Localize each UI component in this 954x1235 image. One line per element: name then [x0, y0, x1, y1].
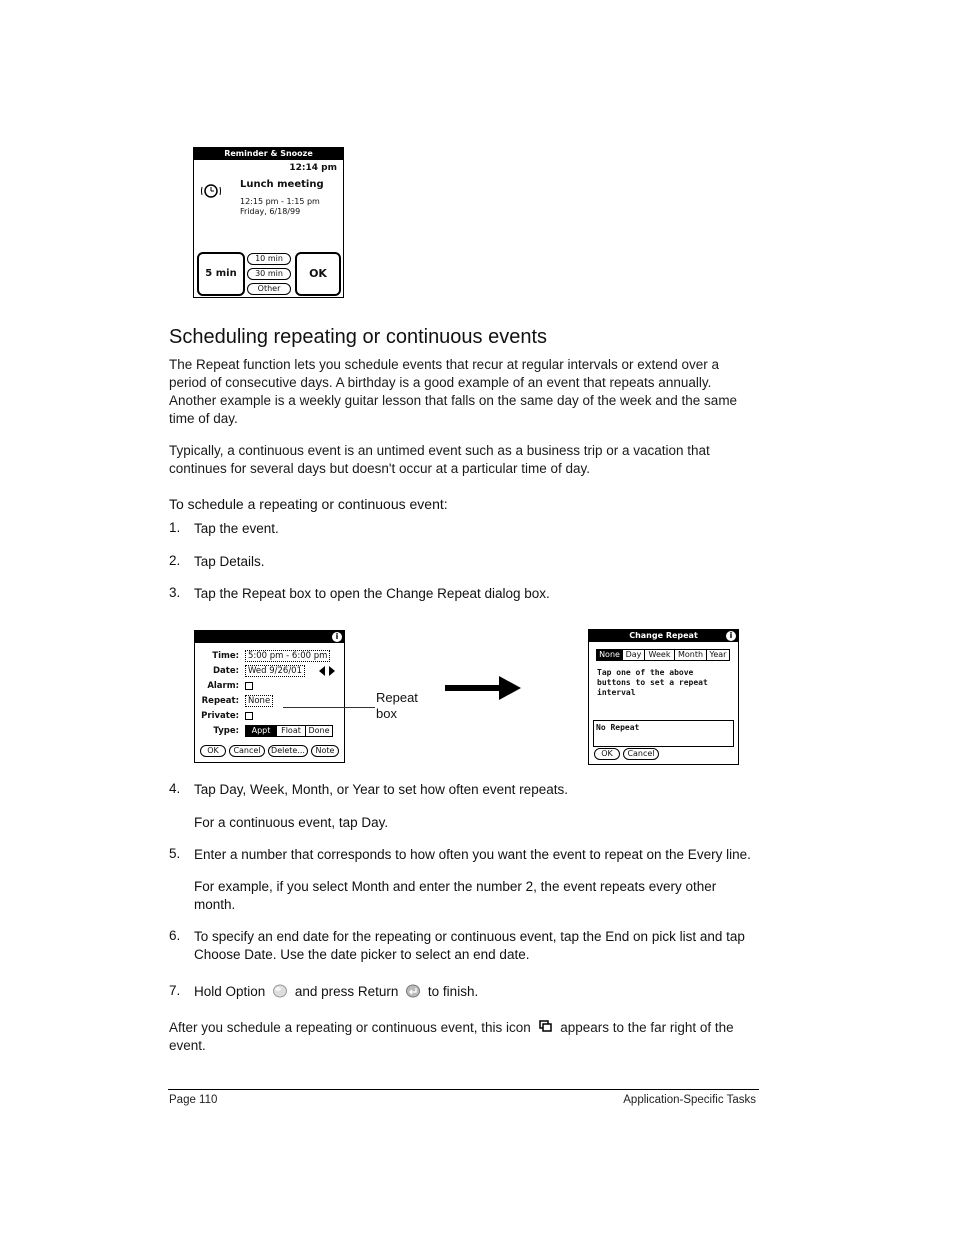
repeat-event-icon — [539, 1020, 553, 1032]
details-title-bar — [195, 631, 344, 643]
return-key-icon — [405, 984, 421, 998]
prompt-line: Tap one of the above — [597, 668, 694, 677]
info-icon[interactable]: i — [726, 631, 736, 641]
delete-button[interactable]: Delete... — [268, 745, 308, 757]
reminder-snooze-screenshot — [193, 147, 344, 298]
event-time-range: 12:15 pm - 1:15 pm — [240, 197, 320, 206]
step-number: 5. — [169, 846, 181, 861]
type-label: Type: — [213, 726, 239, 736]
cancel-button[interactable]: Cancel — [623, 748, 659, 760]
step-number: 7. — [169, 983, 181, 998]
callout-line1: Repeat — [376, 690, 418, 705]
chapter-title: Application-Specific Tasks — [623, 1094, 756, 1106]
step-text: Tap Details. — [194, 554, 265, 569]
step-text: Enter a number that corresponds to how often you want the event to repeat on the Every line. — [194, 847, 751, 862]
snooze-other-button[interactable]: Other — [247, 283, 291, 295]
private-label: Private: — [201, 711, 239, 721]
intro-paragraph: The Repeat function lets you schedule events that recur at regular intervals or extend over a period of consecutive days. A birthday is a good example of an event that repeats annually. Another example is a weekly guitar lesson that falls on the same day of the week and the same time of day. — [169, 357, 738, 426]
section-heading: Scheduling repeating or continuous events — [169, 326, 548, 348]
repeat-box[interactable]: None — [245, 695, 273, 707]
repeat-status-text: No Repeat — [596, 723, 640, 732]
step-text: Tap the event. — [194, 521, 279, 536]
date-next-arrow-icon[interactable] — [329, 666, 335, 676]
tab-week[interactable]: Week — [644, 649, 675, 661]
ok-button[interactable]: OK — [200, 745, 226, 757]
continuous-paragraph: Typically, a continuous event is an untimed event such as a business trip or a vacation that continues for several days but doesn't occur at a particular time of day. — [169, 443, 710, 476]
step-number: 1. — [169, 520, 181, 535]
change-repeat-screenshot — [588, 629, 739, 765]
after-paragraph — [169, 1019, 759, 1055]
date-field[interactable]: Wed 9/26/01 — [245, 665, 305, 677]
step-note: For a continuous event, tap Day. — [194, 815, 389, 830]
step-number: 2. — [169, 553, 181, 568]
callout-line — [283, 707, 375, 708]
footer-rule — [168, 1089, 759, 1090]
change-repeat-title: Change Repeat — [589, 630, 738, 642]
tab-none[interactable]: None — [596, 649, 623, 661]
callout-label — [376, 690, 418, 722]
tab-month[interactable]: Month — [674, 649, 707, 661]
reminder-title: Reminder & Snooze — [194, 148, 343, 160]
procedure-heading: To schedule a repeating or continuous event: — [169, 496, 448, 512]
note-button[interactable]: Note — [311, 745, 339, 757]
step-number: 4. — [169, 781, 181, 796]
prompt-line: interval — [597, 688, 636, 697]
time-field[interactable]: 5:00 pm - 6:00 pm — [245, 650, 330, 662]
event-details-screenshot — [194, 630, 345, 763]
event-name: Lunch meeting — [240, 179, 324, 190]
ok-button[interactable]: OK — [594, 748, 620, 760]
time-label: Time: — [212, 651, 239, 661]
snooze-5min-button[interactable]: 5 min — [197, 252, 245, 296]
cancel-button[interactable]: Cancel — [229, 745, 265, 757]
step7-part3: to finish. — [427, 984, 479, 999]
after-text-a: After you schedule a repeating or continuous event, this icon — [169, 1020, 531, 1035]
event-date: Friday, 6/18/99 — [240, 207, 301, 216]
step7-part2: and press Return — [294, 984, 399, 999]
snooze-10min-button[interactable]: 10 min — [247, 253, 291, 265]
tab-day[interactable]: Day — [622, 649, 645, 661]
step7-part1: Hold Option — [194, 984, 266, 999]
date-prev-arrow-icon[interactable] — [319, 666, 325, 676]
tab-year[interactable]: Year — [706, 649, 730, 661]
step-text: Tap the Repeat box to open the Change Repeat dialog box. — [194, 586, 550, 601]
step-note: For example, if you select Month and enter the number 2, the event repeats every other month. — [194, 879, 717, 912]
info-icon[interactable]: i — [332, 632, 342, 642]
step-text: To specify an end date for the repeating or continuous event, tap the End on pick list and tap Choose Date. Use the date picker to select an end date. — [194, 929, 745, 962]
type-appt-option[interactable]: Appt — [245, 725, 277, 737]
repeat-label: Repeat: — [201, 696, 239, 706]
right-arrow-icon — [445, 674, 523, 702]
repeat-status-box — [593, 720, 734, 747]
alarm-label: Alarm: — [207, 681, 239, 691]
ok-button[interactable]: OK — [295, 252, 341, 296]
step-number: 6. — [169, 928, 181, 943]
option-key-icon — [272, 984, 288, 998]
step-number: 3. — [169, 585, 181, 600]
page-number: Page 110 — [169, 1094, 218, 1106]
current-time: 12:14 pm — [289, 163, 337, 173]
callout-line2: box — [376, 706, 397, 721]
after-text-b: appears to the far right of the event. — [169, 1020, 734, 1053]
repeat-prompt — [597, 668, 708, 698]
date-label: Date: — [212, 666, 239, 676]
type-done-option[interactable]: Done — [305, 725, 333, 737]
step-text — [194, 983, 478, 1001]
prompt-line: buttons to set a repeat — [597, 678, 708, 687]
alarm-checkbox[interactable] — [245, 682, 253, 690]
private-checkbox[interactable] — [245, 712, 253, 720]
type-float-option[interactable]: Float — [276, 725, 306, 737]
alarm-clock-icon — [200, 181, 222, 201]
step-text: Tap Day, Week, Month, or Year to set how often event repeats. — [194, 782, 568, 797]
snooze-30min-button[interactable]: 30 min — [247, 268, 291, 280]
